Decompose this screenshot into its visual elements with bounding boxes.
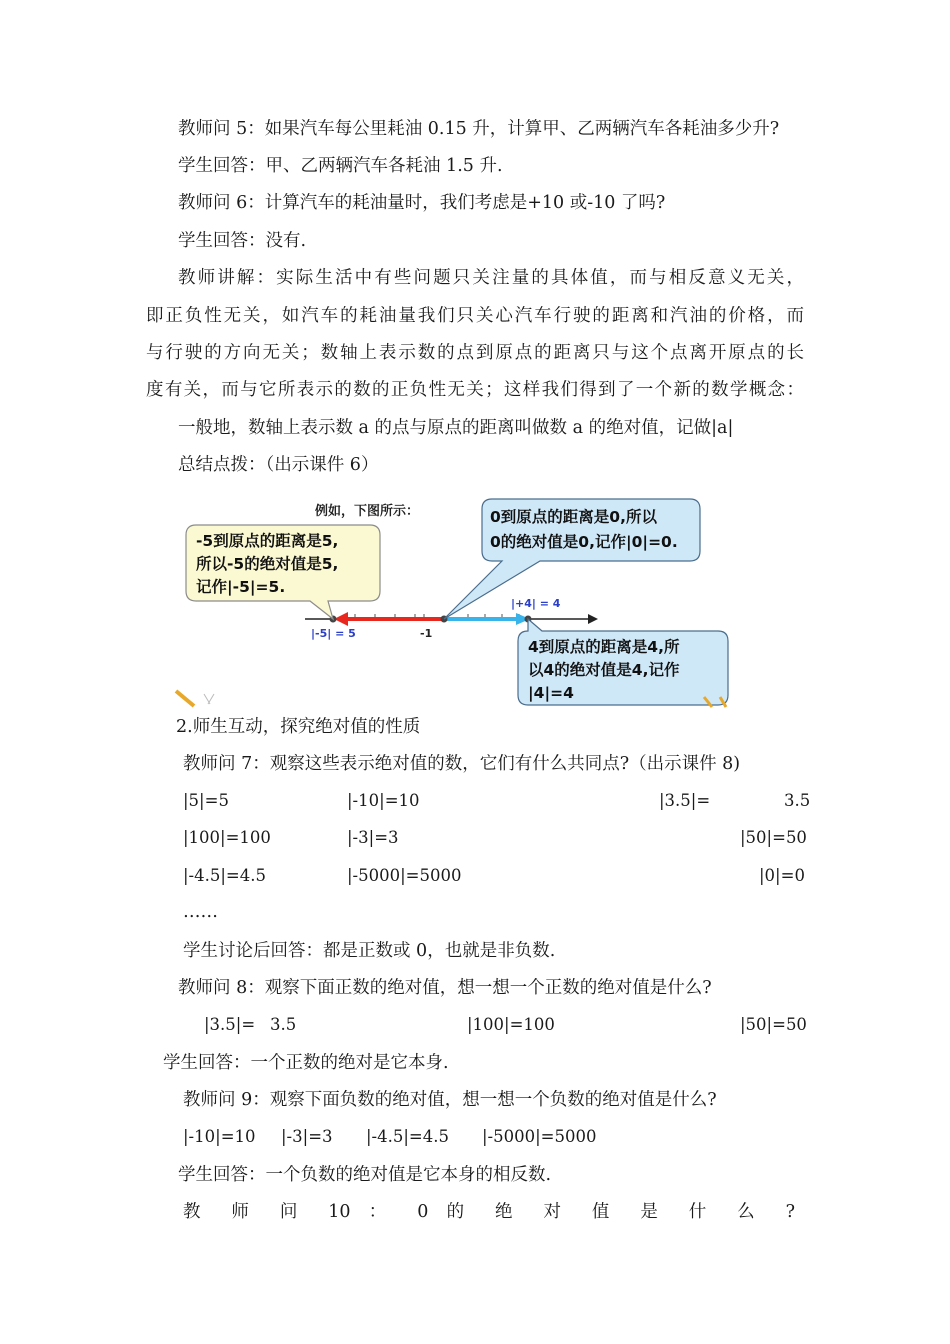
abs-example: |-5000|=5000	[482, 1127, 597, 1146]
abs-example: |3.5|=	[659, 791, 711, 810]
callout-pos4-text: 4到原点的距离是4,所 以4的绝对值是4,记作 |4|=4	[528, 638, 680, 702]
callout-origin-text: 0到原点的距离是0,所以 0的绝对值是0,记作|0|=0.	[490, 508, 678, 551]
abs-example: |-3|=3	[347, 828, 399, 847]
text-line: 总结点拨：（出示课件 6）	[178, 455, 379, 475]
axis-arrow-head	[588, 614, 598, 624]
text-line: 度有关，而与它所表示的数的正负性无关；这样我们得到了一个新的数学概念：	[146, 380, 804, 400]
figure-title: 例如，下图所示：	[315, 504, 420, 519]
abs-example: |-4.5|=4.5	[366, 1127, 449, 1146]
abs-example: |-10|=10	[183, 1127, 256, 1146]
abs-example: 3.5	[784, 791, 811, 810]
ellipsis: ……	[183, 902, 218, 922]
text-line: 学生回答：一个正数的绝对是它本身.	[163, 1053, 449, 1073]
definition-line: 一般地，数轴上表示数 a 的点与原点的距离叫做数 a 的绝对值，记做|a|	[178, 418, 734, 438]
text-line: 学生回答：甲、乙两辆汽车各耗油 1.5 升.	[178, 156, 503, 176]
text-line: 即正负性无关，如汽车的耗油量我们只关心汽车行驶的距离和汽油的价格，而	[146, 306, 804, 326]
number-line-figure	[170, 485, 770, 713]
text-line: 教师问 8：观察下面正数的绝对值，想一想一个正数的绝对值是什么?	[178, 978, 712, 998]
abs-example: |-3|=3	[281, 1127, 333, 1146]
label-abs-pos4: |+4| = 4	[511, 597, 561, 610]
abs-example: |-10|=10	[347, 791, 420, 810]
abs-example: |50|=50	[740, 828, 807, 847]
abs-example: |100|=100	[467, 1015, 555, 1034]
text-line: 教师问 7：观察这些表示绝对值的数，它们有什么共同点?（出示课件 8)	[183, 754, 741, 774]
label-abs-neg5: |-5| = 5	[311, 627, 356, 640]
abs-example: |50|=50	[740, 1015, 807, 1034]
label-minus-one: -1	[420, 627, 433, 640]
abs-example: |-4.5|=4.5	[183, 866, 266, 885]
abs-example: |0|=0	[759, 866, 805, 885]
text-line: 教师问 6：计算汽车的耗油量时，我们考虑是+10 或-10 了吗?	[178, 193, 666, 213]
abs-example: |3.5|=	[204, 1015, 256, 1034]
abs-example: |-5000|=5000	[347, 866, 462, 885]
text-line: 学生讨论后回答：都是正数或 0，也就是非负数.	[183, 941, 556, 961]
decorative-pencil-icon	[176, 691, 214, 706]
text-line: 学生回答：一个负数的绝对值是它本身的相反数.	[178, 1165, 552, 1185]
text-line: 学生回答：没有.	[178, 231, 307, 251]
text-line: 教师问 5：如果汽车每公里耗油 0.15 升，计算甲、乙两辆汽车各耗油多少升?	[178, 119, 780, 139]
text-line: 教师讲解：实际生活中有些问题只关注量的具体值，而与相反意义无关，	[178, 268, 804, 288]
abs-example: 3.5	[270, 1015, 297, 1034]
callout-neg5-text: -5到原点的距离是5, 所以-5的绝对值是5, 记作|-5|=5.	[196, 532, 339, 596]
text-line: 与行驶的方向无关；数轴上表示数的点到原点的距离只与这个点离开原点的长	[146, 343, 804, 363]
text-line: 教师问 9：观察下面负数的绝对值，想一想一个负数的绝对值是什么?	[183, 1090, 717, 1110]
text-line: 教 师 问 10 ： 0 的 绝 对 值 是 什 么 ?	[183, 1202, 795, 1222]
abs-example: |100|=100	[183, 828, 271, 847]
abs-example: |5|=5	[183, 791, 229, 810]
section-heading: 2.师生互动，探究绝对值的性质	[176, 717, 421, 737]
